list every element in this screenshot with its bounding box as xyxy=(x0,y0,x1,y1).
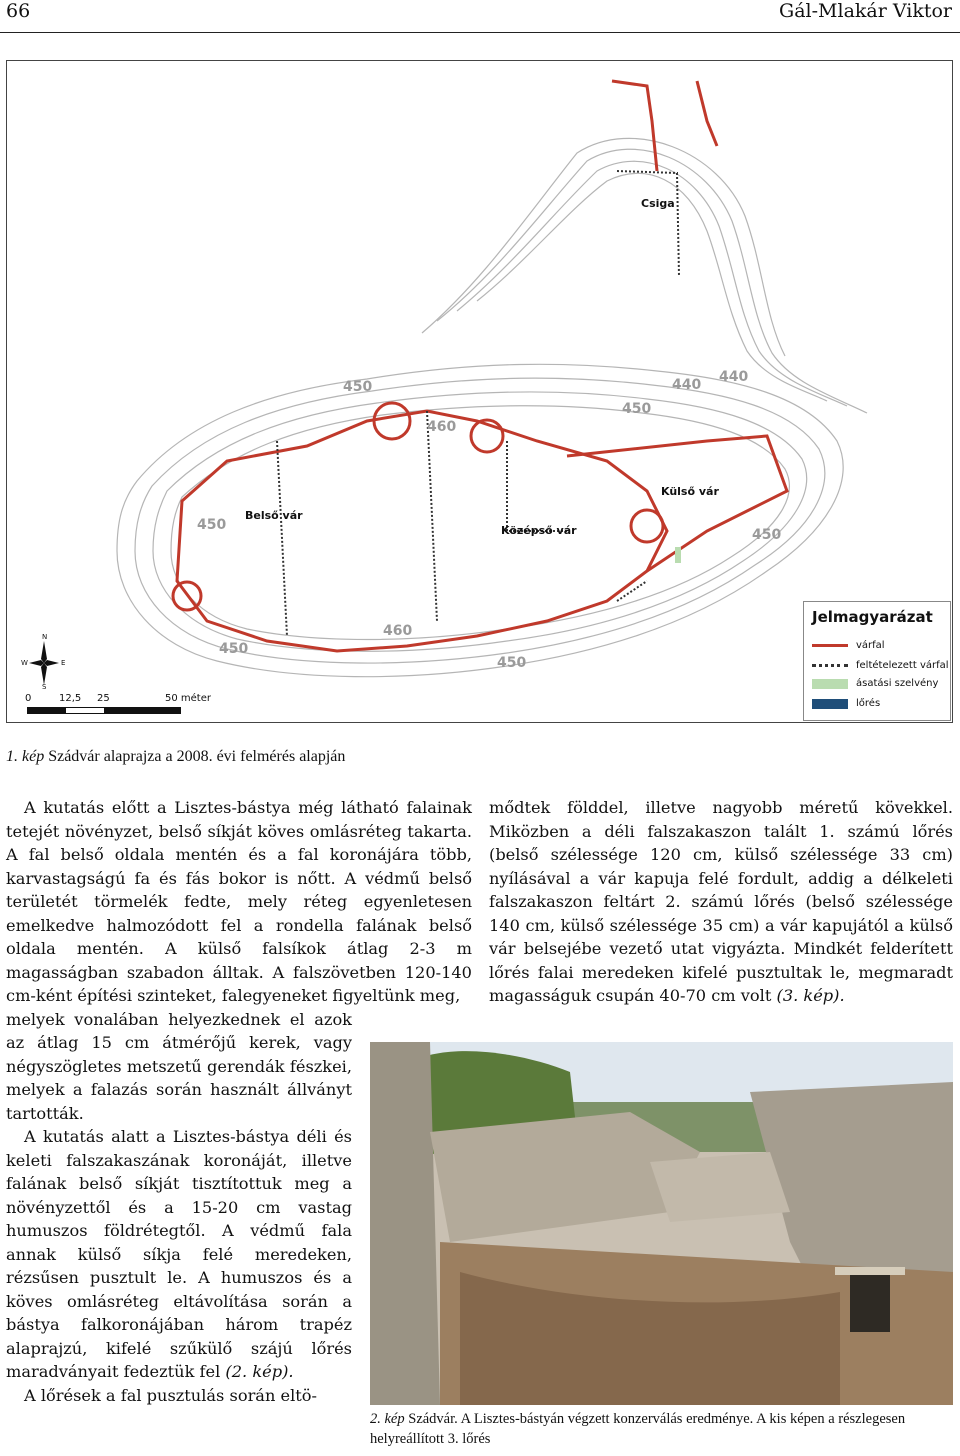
paragraph: A kutatás előtt a Lisztes-bástya még látható falainak tetejét növényzet, belső síkját köves omlásréteg takarta. A fal belső oldala mentén és a fal koronájára több, karvastagságú fa és fás bokor is nőtt. A védmű belső területét törmelék fedte, mely réteg egyenletesen emelkedve halmozódott fel a rondella falának belső oldala mentén. A külső falsíkok átlag 2-3 m magasságban szabadon álltak. A falszövetben 120-140 cm-ként építési szinteket, falegyeneket figyeltünk meg, xyxy=(6,798,472,1005)
page-number: 66 xyxy=(6,0,31,22)
compass-w: W xyxy=(21,659,28,667)
legend-label: ásatási szelvény xyxy=(856,678,939,689)
map-label-csiga: Csiga xyxy=(641,197,675,210)
castle-plan-figure xyxy=(6,60,953,723)
scale-tick-label: 12,5 xyxy=(59,693,82,704)
scale-tick-label: 25 xyxy=(97,693,110,704)
contour-label: 450 xyxy=(752,527,782,543)
contour-label: 450 xyxy=(343,379,373,395)
compass-n: N xyxy=(42,633,48,641)
map-label-kulso-var: Külső vár xyxy=(661,485,719,498)
figure-1-text: Szádvár alaprajza a 2008. évi felmérés alapján xyxy=(44,748,346,765)
contour-label: 450 xyxy=(622,401,652,417)
map-label-kozepso-var: Középső vár xyxy=(501,524,577,537)
figure-reference: (3. kép). xyxy=(776,986,845,1005)
compass-s: S xyxy=(42,683,47,691)
contour-label: 440 xyxy=(672,377,702,393)
contour-label: 450 xyxy=(219,641,249,657)
scale-tick-label: 50 méter xyxy=(165,693,211,704)
figure-1-caption xyxy=(6,748,345,766)
compass-e: E xyxy=(61,659,66,667)
legend-swatch-trench xyxy=(812,679,848,689)
legend-item-lores xyxy=(812,698,880,709)
legend-item-asatasi-szelveny xyxy=(812,678,938,689)
photo-drawing xyxy=(370,1042,953,1405)
map-legend xyxy=(803,601,951,721)
legend-label: lőrés xyxy=(856,698,881,709)
map-label-belso-var: Belső vár xyxy=(245,509,303,522)
paragraph-text: mődtek földdel, illetve nagyobb méretű kövekkel. Miközben a déli falszakaszon talált 1. számú lőrés (belső szélessége 120 cm, külső szélessége 33 cm) nyílásával a vár kapuja felé fordult, addig a délkeleti falszakaszon feltárt 2. számú lőrés (belső szélessége 140 cm, külső szélessége 35 cm) a vár kapujától a külső vár belsejébe vezető utat vigyázta. Mindkét felderített lőrés falai meredeken kifelé pusztultak le, megmaradt magasságuk csupán 40-70 cm volt xyxy=(489,798,953,1005)
figure-2-caption xyxy=(370,1409,956,1449)
figure-2-text: Szádvár. A Lisztes-bástyán végzett konzerválás eredménye. A kis képen a részlegesen helyreállított 3. lőrés xyxy=(370,1411,906,1447)
excavation-trench xyxy=(675,547,681,563)
contour-label: 460 xyxy=(383,623,413,639)
scale-tick-label: 0 xyxy=(25,693,32,704)
scale-bar xyxy=(25,693,285,717)
figure-reference: (2. kép). xyxy=(225,1362,294,1381)
legend-item-varfal xyxy=(812,640,885,651)
legend-label: várfal xyxy=(856,640,885,651)
figure-2-number: 2. kép xyxy=(370,1411,405,1427)
legend-swatch-wall xyxy=(812,644,848,647)
north-arrow-compass xyxy=(21,633,67,691)
paragraph-continuation: melyek vonalában helyezkednek el azok az átlag 15 cm átmérőjű kerek, vagy négyszögletes metszetű gerendák fészkei, melyek a falazás során használt állványt tartották. xyxy=(6,1009,352,1123)
header-rule xyxy=(0,32,960,33)
right-column xyxy=(489,796,953,1008)
supposed-walls xyxy=(277,171,679,636)
paragraph xyxy=(6,1125,352,1384)
contour-label: 450 xyxy=(497,655,527,671)
legend-label: feltételezett várfal xyxy=(856,660,949,671)
contour-lines xyxy=(117,138,867,676)
legend-swatch-supposed-wall xyxy=(812,664,848,667)
contour-label: 440 xyxy=(719,369,749,385)
lisztes-bastion-photo xyxy=(370,1042,953,1405)
scale-bar-graphic xyxy=(27,707,181,714)
paragraph: A lőrések a fal pusztulás során eltö- xyxy=(24,1385,318,1405)
paragraph xyxy=(489,796,953,1008)
legend-title: Jelmagyarázat xyxy=(812,608,933,626)
paragraph-text: A kutatás alatt a Lisztes-bástya déli és keleti falszakaszának koronáját, illetve falának belső síkját tisztítottuk meg a növényzettől és a 15-20 cm vastag humuszos földrétegtől. A védmű fala annak külső síkja felé meredeken, rézsűsen pusztult le. A humuszos és a köves omlásréteg eltávolítása során a bástya falkoronájában három trapéz alaprajzú, kifelé szűkülő szájú lőrés maradványait fedeztük fel xyxy=(6,1127,352,1381)
figure-1-number: 1. kép xyxy=(6,748,45,765)
legend-swatch-loophole xyxy=(812,699,848,709)
running-head-author: Gál-Mlakár Viktor xyxy=(779,0,952,22)
contour-label: 450 xyxy=(197,517,227,533)
legend-item-feltetelezett-varfal xyxy=(812,660,949,671)
contour-label: 460 xyxy=(427,419,457,435)
